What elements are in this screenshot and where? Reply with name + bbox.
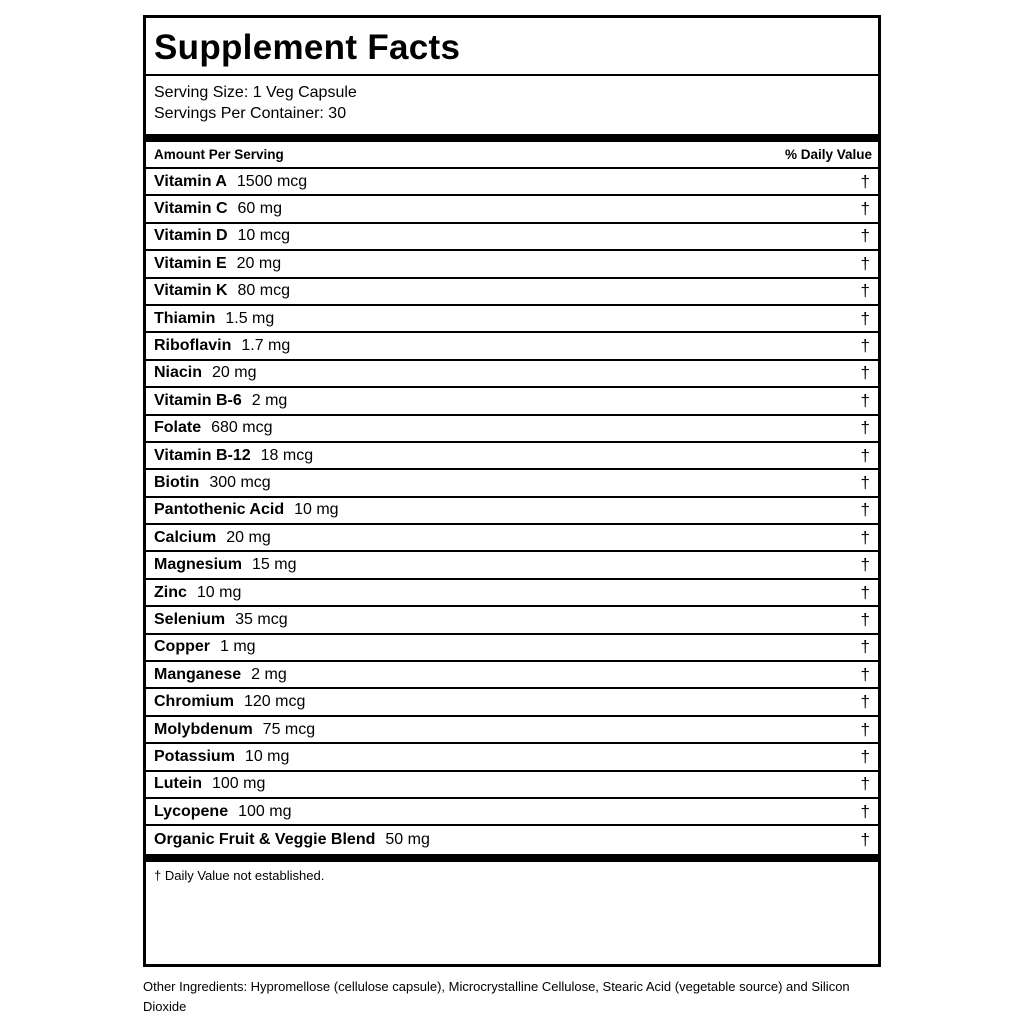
nutrient-entry [154, 501, 339, 519]
nutrient-name: Pantothenic Acid [154, 501, 285, 519]
nutrient-daily-value: † [860, 336, 870, 356]
nutrient-amount: 20 mg [226, 528, 271, 546]
nutrient-amount: 120 mcg [244, 693, 306, 711]
nutrient-daily-value: † [860, 801, 870, 821]
nutrient-name: Lycopene [154, 802, 229, 820]
nutrient-name: Vitamin E [154, 254, 227, 272]
nutrient-daily-value: † [860, 308, 870, 328]
nutrient-row [146, 552, 878, 579]
nutrient-amount: 20 mg [212, 364, 257, 382]
nutrient-name: Vitamin B-6 [154, 391, 242, 409]
nutrient-name: Organic Fruit & Veggie Blend [154, 831, 376, 849]
supplement-facts-panel [143, 15, 881, 967]
nutrient-daily-value: † [860, 719, 870, 739]
nutrient-amount: 10 mg [196, 583, 242, 601]
nutrient-row [146, 662, 878, 689]
nutrient-name: Calcium [154, 528, 217, 546]
nutrient-entry [154, 310, 274, 328]
nutrient-daily-value: † [860, 664, 870, 684]
nutrient-entry [154, 447, 313, 465]
nutrient-daily-value: † [860, 472, 870, 492]
nutrient-daily-value: † [860, 253, 870, 273]
nutrient-entry [154, 803, 291, 821]
nutrient-daily-value: † [860, 582, 870, 602]
nutrient-row [146, 224, 878, 251]
nutrient-name: Folate [154, 419, 202, 437]
nutrient-daily-value: † [860, 830, 870, 850]
nutrient-amount: 80 mcg [237, 282, 290, 300]
nutrient-amount: 300 mcg [209, 473, 271, 491]
nutrient-name: Vitamin D [154, 227, 228, 245]
thick-divider [146, 854, 878, 862]
nutrient-name: Vitamin C [154, 200, 228, 218]
other-ingredients: Other Ingredients: Hypromellose (cellulose capsule), Microcrystalline Cellulose, Stearic Acid (vegetable source) and Silicon Dioxide [143, 979, 850, 1014]
nutrient-amount: 60 mg [237, 200, 282, 218]
nutrient-row [146, 772, 878, 799]
nutrient-entry [154, 666, 287, 684]
nutrient-amount: 680 mcg [211, 419, 273, 437]
nutrient-amount: 1.7 mg [241, 337, 291, 355]
nutrient-list [146, 169, 878, 854]
nutrient-entry [154, 392, 287, 410]
nutrient-daily-value: † [860, 692, 870, 712]
nutrient-row [146, 333, 878, 360]
nutrient-entry [154, 529, 271, 547]
nutrient-name: Manganese [154, 665, 242, 683]
nutrient-daily-value: † [860, 199, 870, 219]
nutrient-row [146, 635, 878, 662]
nutrient-name: Chromium [154, 693, 234, 711]
nutrient-entry [154, 200, 282, 218]
nutrient-amount: 1.5 mg [225, 309, 275, 327]
nutrient-name: Selenium [154, 610, 226, 628]
nutrient-row [146, 717, 878, 744]
nutrient-amount: 35 mcg [235, 610, 288, 628]
nutrient-row [146, 826, 878, 853]
nutrient-row [146, 169, 878, 196]
nutrient-name: Vitamin B-12 [154, 446, 251, 464]
nutrient-entry [154, 173, 307, 191]
nutrient-entry [154, 337, 290, 355]
nutrient-amount: 1 mg [220, 638, 256, 656]
nutrient-daily-value: † [860, 637, 870, 657]
nutrient-entry [154, 474, 271, 492]
nutrient-amount: 75 mcg [262, 720, 316, 738]
nutrient-amount: 20 mg [236, 254, 282, 272]
nutrient-row [146, 443, 878, 470]
nutrient-entry [154, 584, 241, 602]
nutrient-amount: 15 mg [252, 556, 297, 574]
nutrient-row [146, 525, 878, 552]
nutrient-name: Biotin [154, 473, 200, 491]
nutrient-row [146, 607, 878, 634]
nutrient-row [146, 689, 878, 716]
nutrient-daily-value: † [860, 171, 870, 191]
nutrient-amount: 10 mg [294, 501, 339, 519]
nutrient-amount: 2 mg [251, 391, 288, 409]
nutrient-row [146, 279, 878, 306]
nutrient-name: Magnesium [154, 556, 243, 574]
nutrient-amount: 1500 mcg [236, 172, 308, 190]
nutrient-name: Vitamin A [154, 172, 227, 190]
nutrient-daily-value: † [860, 527, 870, 547]
nutrient-row [146, 416, 878, 443]
nutrient-row [146, 470, 878, 497]
nutrient-entry [154, 282, 290, 300]
nutrient-row [146, 498, 878, 525]
nutrient-entry [154, 364, 256, 382]
serving-info [146, 76, 878, 134]
nutrient-name: Molybdenum [154, 720, 253, 738]
nutrient-name: Copper [154, 638, 210, 656]
nutrient-amount: 2 mg [251, 665, 287, 683]
nutrient-daily-value: † [860, 418, 870, 438]
column-header [146, 142, 878, 169]
nutrient-entry [154, 775, 265, 793]
nutrient-daily-value: † [860, 281, 870, 301]
nutrient-daily-value: † [860, 746, 870, 766]
nutrient-amount: 10 mg [244, 747, 290, 765]
nutrient-row [146, 361, 878, 388]
nutrient-entry [154, 419, 273, 437]
nutrient-entry [154, 611, 288, 629]
nutrient-amount: 100 mg [238, 802, 292, 820]
nutrient-daily-value: † [860, 363, 870, 383]
serving-size: Serving Size: 1 Veg Capsule [154, 84, 357, 101]
nutrient-name: Thiamin [154, 309, 216, 327]
nutrient-daily-value: † [860, 226, 870, 246]
nutrient-amount: 100 mg [212, 775, 266, 793]
nutrient-daily-value: † [860, 555, 870, 575]
amount-header: Amount Per Serving [154, 147, 284, 162]
nutrient-row [146, 306, 878, 333]
nutrient-daily-value: † [860, 390, 870, 410]
nutrient-entry [154, 227, 290, 245]
nutrient-name: Riboflavin [154, 337, 232, 355]
nutrient-amount: 18 mcg [260, 446, 314, 464]
nutrient-entry [154, 693, 305, 711]
nutrient-amount: 10 mcg [237, 227, 290, 245]
nutrient-entry [154, 638, 256, 656]
dv-header: % Daily Value [784, 147, 872, 162]
nutrient-row [146, 196, 878, 223]
nutrient-name: Potassium [154, 747, 235, 765]
nutrient-daily-value: † [860, 445, 870, 465]
nutrient-row [146, 799, 878, 826]
nutrient-name: Lutein [154, 775, 202, 793]
nutrient-entry [154, 556, 296, 574]
nutrient-name: Vitamin K [154, 282, 228, 300]
nutrient-daily-value: † [860, 774, 870, 794]
nutrient-row [146, 388, 878, 415]
nutrient-entry [154, 721, 315, 739]
nutrient-amount: 50 mg [385, 831, 430, 849]
nutrient-row [146, 744, 878, 771]
footnote: † Daily Value not established. [154, 867, 325, 883]
thick-divider [146, 134, 878, 142]
nutrient-entry [154, 831, 430, 849]
nutrient-daily-value: † [860, 609, 870, 629]
nutrient-name: Zinc [154, 583, 187, 601]
nutrient-entry [154, 255, 281, 273]
nutrient-name: Niacin [154, 364, 203, 382]
nutrient-entry [154, 748, 289, 766]
nutrient-row [146, 251, 878, 278]
servings-per-container: Servings Per Container: 30 [154, 105, 347, 122]
nutrient-daily-value: † [860, 500, 870, 520]
panel-title: Supplement Facts [146, 18, 878, 76]
nutrient-row [146, 580, 878, 607]
